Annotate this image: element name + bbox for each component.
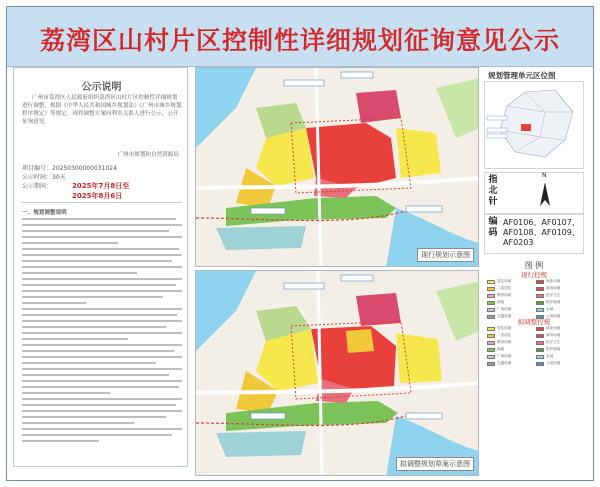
legend-label: 商业用地 <box>546 326 561 330</box>
legend-item <box>487 340 534 345</box>
page-title: 荔湾区山村片区控制性详细规划征询意见公示 <box>39 26 560 55</box>
codes-label: 编码 <box>488 217 498 238</box>
header <box>7 7 593 67</box>
legend-label: 水域 <box>546 307 554 311</box>
legend-label: 交通设施 <box>497 314 512 318</box>
period-label: 公示时间： <box>22 174 53 181</box>
legend-item <box>536 300 583 305</box>
legend-label: 居住用地 <box>497 326 512 330</box>
legend-swatch <box>536 362 544 366</box>
north-label: 指北针 <box>488 175 498 207</box>
legend-swatch <box>536 294 544 298</box>
legend-title: 图 例 <box>524 261 544 270</box>
project-no-label: 项目编号： <box>22 165 53 172</box>
legend-label: 商务用地 <box>546 333 561 337</box>
legend-item <box>487 326 534 331</box>
notice-dates <box>72 181 129 201</box>
abstract-text-block <box>22 218 182 446</box>
divider <box>22 202 182 203</box>
legend-swatch <box>536 355 544 359</box>
legend-label: 医疗卫生 <box>546 293 561 297</box>
period-days: 30天 <box>52 174 66 181</box>
north-letter: N <box>542 172 547 179</box>
legend-label: 商业用地 <box>546 279 561 283</box>
legend-label: 公用设施 <box>546 314 561 318</box>
location-map-title: 规划管理单元区位图 <box>488 71 556 80</box>
legend-label: 教育用地 <box>497 340 512 344</box>
legend-swatch <box>536 287 544 291</box>
legend-label: 防护绿地 <box>546 300 561 304</box>
legend-item <box>487 354 534 359</box>
legend-item <box>487 361 534 366</box>
legend-swatch <box>536 348 544 352</box>
legend-item <box>536 286 583 291</box>
location-map <box>484 81 584 169</box>
date-end: 2025年8月6日 <box>72 192 123 200</box>
proposed-plan-label: 拟调整规划草案示意图 <box>396 457 474 471</box>
north-arrow-icon <box>537 176 553 210</box>
legend-label: 公用设施 <box>546 361 561 365</box>
legend-label: 教育用地 <box>497 293 512 297</box>
legend-item <box>536 307 583 312</box>
legend-label: 水域 <box>546 354 554 358</box>
legend-proposed-grid <box>487 326 583 366</box>
legend-proposed-title: 拟调整控规 <box>517 318 551 326</box>
legend-item <box>487 279 534 284</box>
legend-swatch <box>487 341 495 345</box>
legend-item <box>487 286 534 291</box>
legend-label: 交通设施 <box>497 361 512 365</box>
current-plan-map-drawing <box>196 68 479 267</box>
proposed-plan-map-drawing <box>196 271 479 476</box>
location-map-drawing <box>485 82 585 170</box>
legend-swatch <box>536 301 544 305</box>
legend-current-grid <box>487 279 583 319</box>
legend-swatch <box>487 308 495 312</box>
legend-label: 二类居住 <box>497 333 512 337</box>
legend-item <box>487 333 534 338</box>
abstract-title: 一、规划调整说明 <box>22 210 67 216</box>
current-plan-label: 现行规划示意图 <box>417 248 474 262</box>
legend-item <box>536 333 583 338</box>
legend-swatch <box>487 334 495 338</box>
legend-label: 绿地 <box>497 300 505 304</box>
legend-item <box>487 307 534 312</box>
notice-org: 广州市规划和自然资源局 <box>117 152 179 158</box>
legend-swatch <box>536 334 544 338</box>
legend-label: 广场用地 <box>497 354 512 358</box>
legend-swatch <box>487 355 495 359</box>
legend-item <box>487 293 534 298</box>
legend-item <box>487 347 534 352</box>
current-plan-map <box>195 67 479 267</box>
legend-item <box>536 326 583 331</box>
legend-swatch <box>487 301 495 305</box>
legend-label: 居住用地 <box>497 279 512 283</box>
legend-label: 广场用地 <box>497 307 512 311</box>
legend-item <box>536 354 583 359</box>
legend-item <box>487 300 534 305</box>
notice-body <box>22 94 182 126</box>
legend-label: 商务用地 <box>546 286 561 290</box>
legend-swatch <box>487 348 495 352</box>
legend-label: 二类居住 <box>497 286 512 290</box>
legend-swatch <box>536 341 544 345</box>
legend-item <box>536 279 583 284</box>
legend-item <box>536 361 583 366</box>
codes-box <box>484 214 584 254</box>
legend-swatch <box>536 280 544 284</box>
dates-label: 公示期间： <box>22 183 53 190</box>
legend-label: 防护绿地 <box>546 347 561 351</box>
legend-item <box>536 347 583 352</box>
legend-swatch <box>536 327 544 331</box>
north-arrow-box <box>484 172 584 214</box>
poster <box>6 6 594 481</box>
legend-swatch <box>487 287 495 291</box>
legend-swatch <box>487 362 495 366</box>
legend-item <box>536 340 583 345</box>
notice-title: 公示说明 <box>81 82 122 93</box>
legend-current-title: 现行控规 <box>521 271 547 279</box>
notice-panel <box>13 67 188 467</box>
legend-swatch <box>487 294 495 298</box>
unit-codes: AF0106、AF0107、AF0108、AF0109、AF0203 <box>503 218 580 247</box>
legend-swatch <box>487 327 495 331</box>
notice-paragraph: 广州市荔湾区人民政府组织荔湾区山村片区控制性详细规划进行调整，根据《中华人民共和国城乡规划法》《广州市城乡规划程序规定》等规定，现将调整方案向利害关系人进行公示，公开征询意见。 <box>22 95 182 125</box>
proposed-plan-map <box>195 270 479 476</box>
legend-label: 绿地 <box>497 347 505 351</box>
date-start: 2025年7月8日至 <box>72 182 130 190</box>
project-no: 20250300000031024 <box>52 165 117 172</box>
legend-item <box>536 293 583 298</box>
legend-swatch <box>536 308 544 312</box>
legend-label: 医疗卫生 <box>546 340 561 344</box>
legend-swatch <box>487 280 495 284</box>
